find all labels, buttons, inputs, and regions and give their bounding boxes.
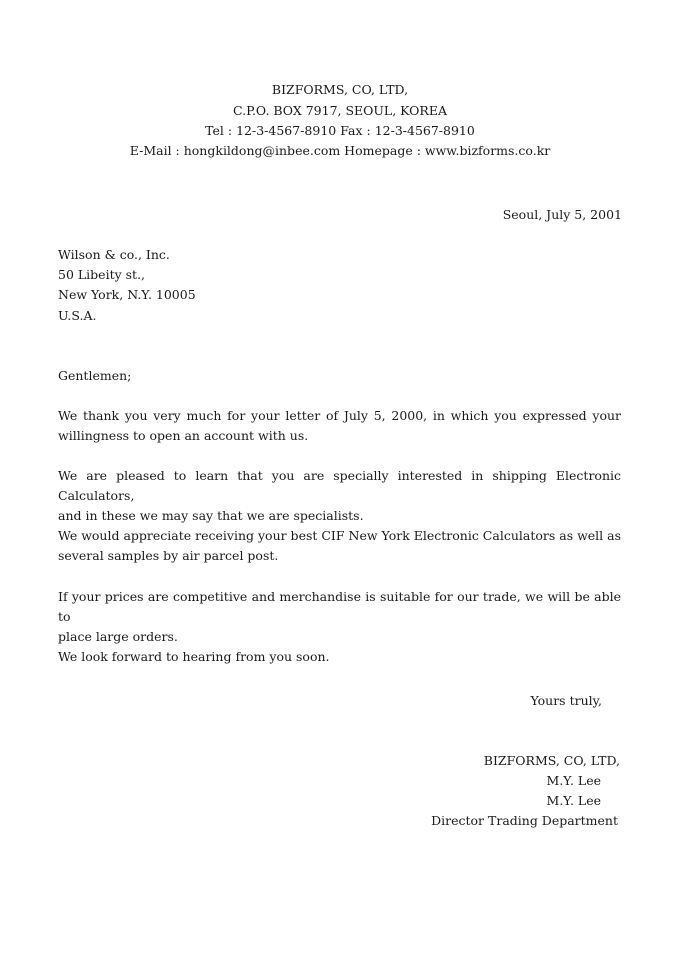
body-paragraph-2-line-1: We are pleased to learn that you are specially interested in shipping Electronic Calculators,: [58, 468, 621, 503]
body-paragraph-4-line-1: If your prices are competitive and merchandise is suitable for our trade, we will be able to: [58, 589, 621, 624]
letterhead-address: C.P.O. BOX 7917, SEOUL, KOREA: [232, 103, 447, 118]
body-paragraph-5: [58, 647, 621, 667]
body-paragraph-1-line-1: We thank you very much for your letter of July 5, 2000, in which you expressed your: [58, 408, 621, 423]
body-paragraph-2: [58, 466, 621, 526]
signature-name-2: M.Y. Lee: [546, 793, 601, 808]
body-paragraph-2-line-2: and in these we may say that we are specialists.: [58, 508, 364, 523]
recipient-street: 50 Libeity st.,: [58, 267, 146, 282]
recipient-name: Wilson & co., Inc.: [58, 247, 170, 262]
body-paragraph-4: [58, 587, 621, 647]
closing: Yours truly,: [530, 693, 602, 708]
letter-date: Seoul, July 5, 2001: [502, 207, 622, 222]
body-paragraph-1: [58, 406, 621, 446]
salutation: Gentlemen;: [58, 368, 132, 383]
letterhead-company: BIZFORMS, CO, LTD,: [271, 82, 409, 97]
body-paragraph-3: [58, 526, 621, 566]
body-paragraph-5-line-1: We look forward to hearing from you soon.: [58, 649, 330, 664]
body-paragraph-1-line-2: willingness to open an account with us.: [58, 428, 309, 443]
signature-title: Director Trading Department: [431, 813, 618, 828]
recipient-city: New York, N.Y. 10005: [58, 287, 196, 302]
body-paragraph-3-line-2: several samples by air parcel post.: [58, 548, 279, 563]
letterhead-email-homepage: E-Mail : hongkildong@inbee.com Homepage : www.bizforms.co.kr: [129, 143, 551, 158]
recipient-country: U.S.A.: [58, 308, 97, 323]
letterhead-tel-fax: Tel : 12-3-4567-8910 Fax : 12-3-4567-8910: [205, 123, 475, 138]
signature-company: BIZFORMS, CO, LTD,: [483, 753, 620, 768]
signature-name-1: M.Y. Lee: [546, 773, 601, 788]
body-paragraph-3-line-1: We would appreciate receiving your best CIF New York Electronic Calculators as well as: [58, 528, 622, 543]
body-paragraph-4-line-2: place large orders.: [58, 629, 178, 644]
